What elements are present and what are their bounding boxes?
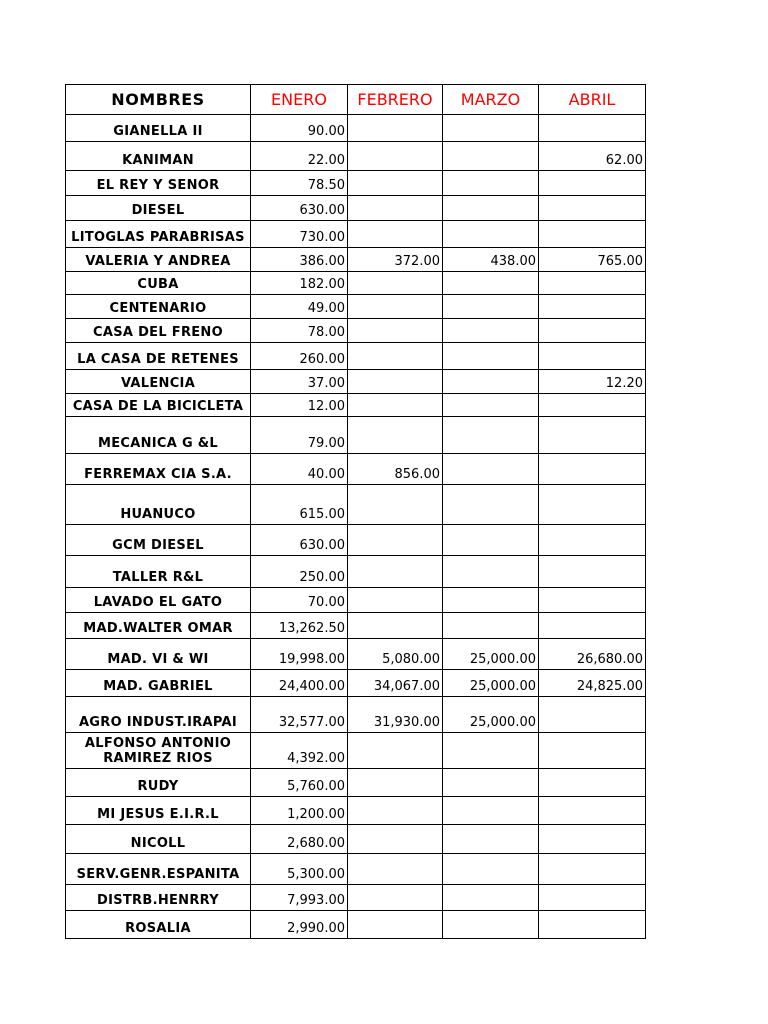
table-row — [66, 248, 646, 272]
cell-marzo[interactable] — [443, 454, 539, 485]
row-name-cell[interactable]: DISTRB.HENRRY — [66, 885, 251, 911]
cell-abril[interactable] — [539, 319, 646, 343]
table-row — [66, 854, 646, 885]
cell-enero[interactable]: 5,300.00 — [251, 854, 348, 885]
cell-enero[interactable]: 90.00 — [251, 115, 348, 142]
cell-abril[interactable] — [539, 196, 646, 221]
cell-febrero[interactable] — [348, 272, 443, 295]
cell-febrero[interactable] — [348, 115, 443, 142]
cell-enero[interactable]: 24,400.00 — [251, 670, 348, 697]
cell-abril[interactable]: 12.20 — [539, 370, 646, 394]
table-row — [66, 525, 646, 556]
table-row — [66, 485, 646, 525]
cell-abril[interactable] — [539, 556, 646, 588]
cell-marzo[interactable] — [443, 171, 539, 196]
cell-enero[interactable]: 2,990.00 — [251, 911, 348, 939]
row-name-cell[interactable]: GCM DIESEL — [66, 525, 251, 556]
row-name-cell[interactable]: LITOGLAS PARABRISAS — [66, 221, 251, 248]
row-name-cell[interactable]: TALLER R&L — [66, 556, 251, 588]
cell-enero[interactable]: 40.00 — [251, 454, 348, 485]
header-enero[interactable]: ENERO — [251, 85, 348, 115]
cell-abril[interactable] — [539, 854, 646, 885]
cell-enero[interactable]: 730.00 — [251, 221, 348, 248]
cell-enero[interactable]: 12.00 — [251, 394, 348, 417]
cell-marzo[interactable] — [443, 142, 539, 171]
table-row — [66, 272, 646, 295]
table-row — [66, 115, 646, 142]
header-marzo[interactable]: MARZO — [443, 85, 539, 115]
cell-abril[interactable] — [539, 825, 646, 854]
row-name-cell[interactable]: CASA DE LA BICICLETA — [66, 394, 251, 417]
table-row — [66, 319, 646, 343]
cell-febrero[interactable]: 5,080.00 — [348, 639, 443, 670]
cell-febrero[interactable] — [348, 797, 443, 825]
cell-febrero[interactable] — [348, 196, 443, 221]
table-row — [66, 885, 646, 911]
table-row — [66, 394, 646, 417]
cell-abril[interactable] — [539, 272, 646, 295]
cell-febrero[interactable] — [348, 394, 443, 417]
cell-marzo[interactable] — [443, 272, 539, 295]
row-name-cell[interactable]: CENTENARIO — [66, 295, 251, 319]
table-row — [66, 639, 646, 670]
cell-febrero[interactable] — [348, 556, 443, 588]
table-row — [66, 171, 646, 196]
cell-febrero[interactable] — [348, 370, 443, 394]
cell-enero[interactable]: 7,993.00 — [251, 885, 348, 911]
cell-enero[interactable]: 19,998.00 — [251, 639, 348, 670]
table-row — [66, 196, 646, 221]
cell-febrero[interactable] — [348, 221, 443, 248]
cell-enero[interactable]: 37.00 — [251, 370, 348, 394]
cell-marzo[interactable] — [443, 115, 539, 142]
cell-abril[interactable] — [539, 525, 646, 556]
row-name-cell[interactable]: CASA DEL FRENO — [66, 319, 251, 343]
row-name-cell[interactable]: ROSALIA — [66, 911, 251, 939]
row-name-cell[interactable]: EL REY Y SENOR — [66, 171, 251, 196]
cell-marzo[interactable] — [443, 370, 539, 394]
row-name-cell[interactable]: LA CASA DE RETENES — [66, 343, 251, 370]
cell-abril[interactable] — [539, 613, 646, 639]
table-row — [66, 221, 646, 248]
row-name-cell[interactable]: MECANICA G &L — [66, 417, 251, 454]
cell-febrero[interactable] — [348, 485, 443, 525]
cell-febrero[interactable] — [348, 825, 443, 854]
cell-enero[interactable]: 2,680.00 — [251, 825, 348, 854]
cell-marzo[interactable] — [443, 825, 539, 854]
cell-marzo[interactable] — [443, 295, 539, 319]
cell-abril[interactable] — [539, 394, 646, 417]
cell-marzo[interactable]: 25,000.00 — [443, 639, 539, 670]
cell-enero[interactable]: 78.50 — [251, 171, 348, 196]
spreadsheet-table — [65, 84, 646, 939]
cell-enero[interactable]: 32,577.00 — [251, 697, 348, 733]
table-row — [66, 825, 646, 854]
cell-marzo[interactable] — [443, 417, 539, 454]
cell-enero[interactable]: 22.00 — [251, 142, 348, 171]
cell-febrero[interactable]: 31,930.00 — [348, 697, 443, 733]
row-name-cell[interactable]: MAD. VI & WI — [66, 639, 251, 670]
cell-enero[interactable]: 49.00 — [251, 295, 348, 319]
header-nombres[interactable]: NOMBRES — [66, 85, 251, 115]
row-name-cell[interactable]: MI JESUS E.I.R.L — [66, 797, 251, 825]
table-row — [66, 556, 646, 588]
row-name-cell[interactable]: FERREMAX CIA S.A. — [66, 454, 251, 485]
cell-abril[interactable] — [539, 417, 646, 454]
cell-enero[interactable]: 70.00 — [251, 588, 348, 613]
table-row — [66, 613, 646, 639]
cell-abril[interactable]: 24,825.00 — [539, 670, 646, 697]
cell-marzo[interactable]: 25,000.00 — [443, 697, 539, 733]
cell-abril[interactable] — [539, 115, 646, 142]
cell-marzo[interactable] — [443, 525, 539, 556]
cell-febrero[interactable] — [348, 525, 443, 556]
row-name-cell[interactable]: MAD. GABRIEL — [66, 670, 251, 697]
cell-enero[interactable]: 13,262.50 — [251, 613, 348, 639]
cell-enero[interactable]: 78.00 — [251, 319, 348, 343]
cell-enero[interactable]: 1,200.00 — [251, 797, 348, 825]
cell-marzo[interactable] — [443, 911, 539, 939]
cell-enero[interactable]: 260.00 — [251, 343, 348, 370]
header-row — [66, 85, 646, 115]
table-row — [66, 670, 646, 697]
cell-enero[interactable]: 5,760.00 — [251, 769, 348, 797]
cell-marzo[interactable] — [443, 485, 539, 525]
cell-marzo[interactable] — [443, 885, 539, 911]
cell-abril[interactable] — [539, 485, 646, 525]
cell-marzo[interactable] — [443, 319, 539, 343]
row-name-cell[interactable]: NICOLL — [66, 825, 251, 854]
cell-febrero[interactable] — [348, 171, 443, 196]
cell-enero[interactable]: 630.00 — [251, 525, 348, 556]
table-row — [66, 142, 646, 171]
cell-febrero[interactable]: 856.00 — [348, 454, 443, 485]
cell-enero[interactable]: 615.00 — [251, 485, 348, 525]
cell-febrero[interactable]: 372.00 — [348, 248, 443, 272]
cell-febrero[interactable] — [348, 295, 443, 319]
cell-marzo[interactable]: 25,000.00 — [443, 670, 539, 697]
header-abril[interactable]: ABRIL — [539, 85, 646, 115]
table-row — [66, 911, 646, 939]
cell-febrero[interactable] — [348, 613, 443, 639]
cell-marzo[interactable] — [443, 394, 539, 417]
cell-marzo[interactable] — [443, 343, 539, 370]
table-row — [66, 769, 646, 797]
cell-marzo[interactable] — [443, 769, 539, 797]
cell-marzo[interactable] — [443, 196, 539, 221]
cell-febrero[interactable] — [348, 733, 443, 769]
cell-abril[interactable] — [539, 697, 646, 733]
cell-enero[interactable]: 79.00 — [251, 417, 348, 454]
cell-enero[interactable]: 182.00 — [251, 272, 348, 295]
cell-marzo[interactable] — [443, 733, 539, 769]
row-name-cell[interactable]: AGRO INDUST.IRAPAI — [66, 697, 251, 733]
cell-febrero[interactable] — [348, 911, 443, 939]
table-row — [66, 454, 646, 485]
cell-enero[interactable]: 250.00 — [251, 556, 348, 588]
row-name-cell[interactable]: RUDY — [66, 769, 251, 797]
cell-marzo[interactable] — [443, 588, 539, 613]
row-name-cell[interactable]: HUANUCO — [66, 485, 251, 525]
table-row — [66, 797, 646, 825]
table-row — [66, 733, 646, 769]
cell-abril[interactable] — [539, 295, 646, 319]
cell-abril[interactable] — [539, 343, 646, 370]
row-name-cell[interactable]: CUBA — [66, 272, 251, 295]
row-name-cell[interactable]: MAD.WALTER OMAR — [66, 613, 251, 639]
cell-febrero[interactable] — [348, 588, 443, 613]
cell-abril[interactable] — [539, 911, 646, 939]
cell-febrero[interactable] — [348, 319, 443, 343]
cell-febrero[interactable] — [348, 417, 443, 454]
row-name-cell[interactable]: LAVADO EL GATO — [66, 588, 251, 613]
cell-abril[interactable] — [539, 454, 646, 485]
cell-abril[interactable] — [539, 171, 646, 196]
cell-enero[interactable]: 4,392.00 — [251, 733, 348, 769]
cell-marzo[interactable] — [443, 221, 539, 248]
cell-febrero[interactable] — [348, 769, 443, 797]
row-name-cell[interactable]: ALFONSO ANTONIO RAMIREZ RIOS — [66, 733, 251, 769]
row-name-cell[interactable]: VALERIA Y ANDREA — [66, 248, 251, 272]
cell-marzo[interactable] — [443, 613, 539, 639]
cell-marzo[interactable]: 438.00 — [443, 248, 539, 272]
cell-abril[interactable] — [539, 797, 646, 825]
cell-abril[interactable] — [539, 588, 646, 613]
cell-marzo[interactable] — [443, 797, 539, 825]
cell-febrero[interactable] — [348, 885, 443, 911]
cell-marzo[interactable] — [443, 854, 539, 885]
table-row — [66, 417, 646, 454]
header-febrero[interactable]: FEBRERO — [348, 85, 443, 115]
row-name-cell[interactable]: KANIMAN — [66, 142, 251, 171]
row-name-cell[interactable]: GIANELLA II — [66, 115, 251, 142]
row-name-cell[interactable]: VALENCIA — [66, 370, 251, 394]
row-name-cell[interactable]: SERV.GENR.ESPANITA — [66, 854, 251, 885]
table-row — [66, 588, 646, 613]
table-row — [66, 343, 646, 370]
table-row — [66, 370, 646, 394]
cell-abril[interactable] — [539, 221, 646, 248]
cell-febrero[interactable] — [348, 854, 443, 885]
table-row — [66, 295, 646, 319]
cell-abril[interactable] — [539, 733, 646, 769]
row-name-cell[interactable]: DIESEL — [66, 196, 251, 221]
cell-febrero[interactable]: 34,067.00 — [348, 670, 443, 697]
cell-abril[interactable]: 26,680.00 — [539, 639, 646, 670]
cell-abril[interactable] — [539, 885, 646, 911]
cell-enero[interactable]: 630.00 — [251, 196, 348, 221]
cell-febrero[interactable] — [348, 343, 443, 370]
cell-enero[interactable]: 386.00 — [251, 248, 348, 272]
cell-abril[interactable]: 62.00 — [539, 142, 646, 171]
cell-marzo[interactable] — [443, 556, 539, 588]
cell-abril[interactable] — [539, 769, 646, 797]
cell-febrero[interactable] — [348, 142, 443, 171]
table-row — [66, 697, 646, 733]
cell-abril[interactable]: 765.00 — [539, 248, 646, 272]
